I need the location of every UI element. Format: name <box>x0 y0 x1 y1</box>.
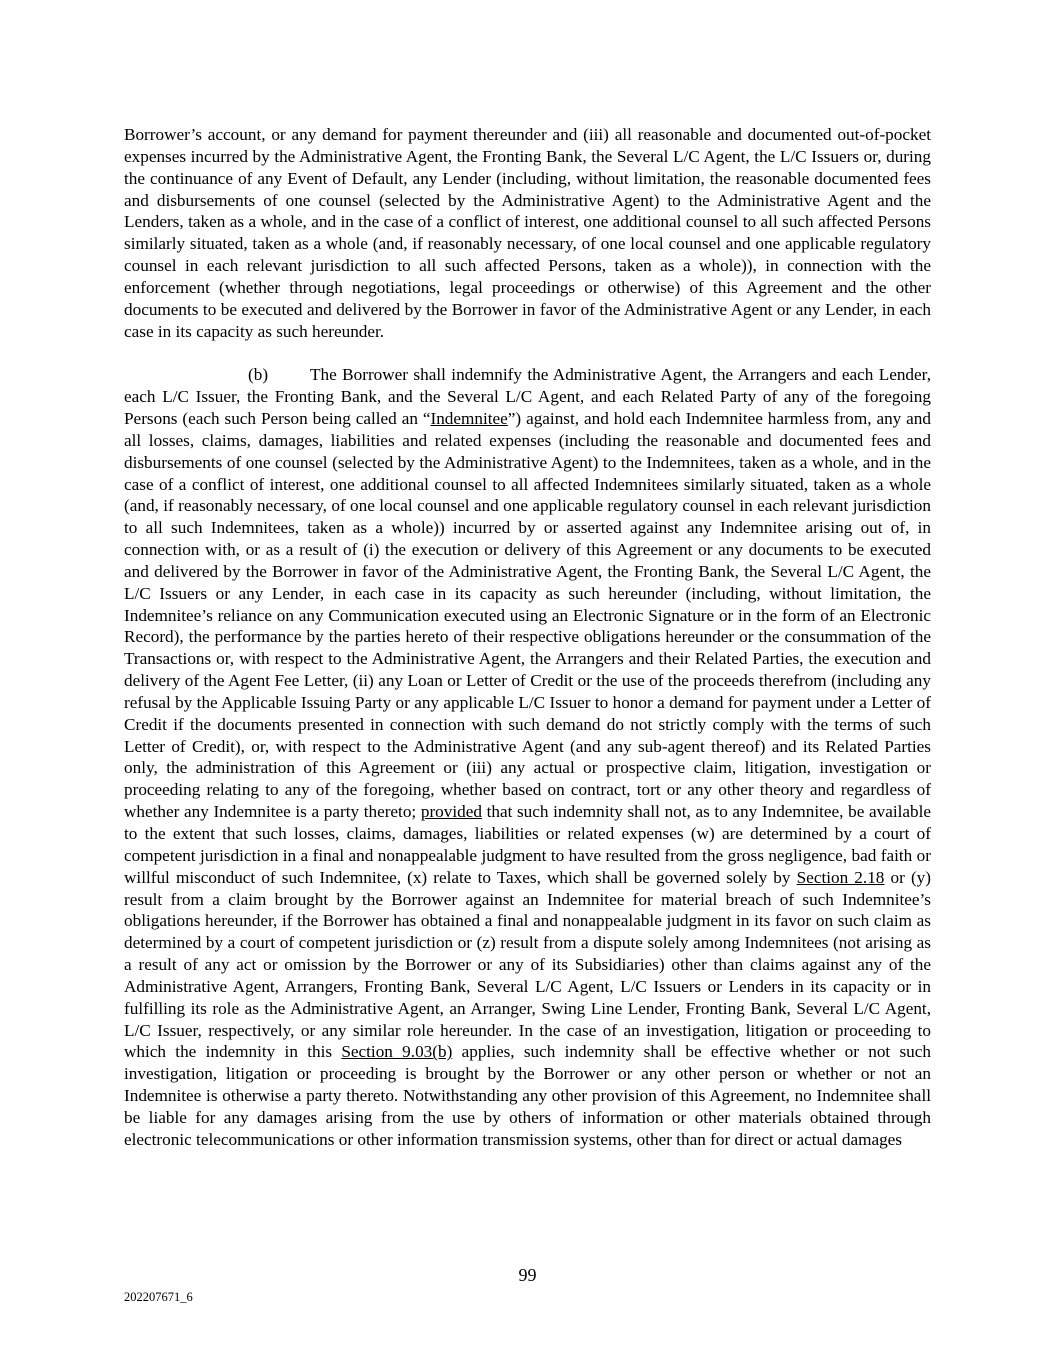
paragraph-b-text-3: that such indemnity shall not, as to any Indemnitee, be available to the extent that such losses, claims, damages, liabilities or related expenses (w) are determined by a court of competent jurisdiction in a final and nonappealable judgment to have resulted from the gross negligence, bad faith or willful misconduct of such Indemnitee, (x) relate to Taxes, which shall be governed solely by <box>124 802 931 887</box>
section-9-03b-reference: Section 9.03(b) <box>341 1042 453 1062</box>
paragraph-b-text-1: The Borrower shall indemnify the Administrative Agent, the Arrangers and each Lender, each L/C Issuer, the Fronting Bank, and the Several L/C Agent, and each Related Party of any of the foregoing Persons (each such Person being called an “ <box>124 365 931 428</box>
section-2-18-reference: Section 2.18 <box>796 867 885 887</box>
paragraph-b <box>124 364 931 1150</box>
paragraph-b-label: (b) <box>248 365 269 385</box>
term-provided: provided <box>420 802 482 822</box>
paragraph-b-text-4: or (y) result from a claim brought by the Borrower against an Indemnitee for material breach of such Indemnitee’s obligations hereunder, if the Borrower has obtained a final and nonappealable judgment in its favor on such claim as determined by a court of competent jurisdiction or (z) result from a dispute solely among Indemnitees (not arising as a result of any act or omission by the Borrower or any of its Subsidiaries) other than claims against any of the Administrative Agent, Arrangers, Fronting Bank, Several L/C Agent, L/C Issuers or Lenders in its capacity or in fulfilling its role as the Administrative Agent, an Arranger, Swing Line Lender, Fronting Bank, Several L/C Agent, L/C Issuer, respectively, or any similar role hereunder. In the case of an investigation, litigation or proceeding to which the indemnity in this <box>124 867 931 1062</box>
paragraph-a-text: Borrower’s account, or any demand for payment thereunder and (iii) all reasonable and documented out-of-pocket expenses incurred by the Administrative Agent, the Fronting Bank, the Several L/C Agent, the L/C Issuers or, during the continuance of any Event of Default, any Lender (including, without limitation, the reasonable documented fees and disbursements of one counsel (selected by the Administrative Agent) to the Administrative Agent and the Lenders, taken as a whole, and in the case of a conflict of interest, one additional counsel to all such affected Persons similarly situated, taken as a whole (and, if reasonably necessary, of one local counsel and one applicable regulatory counsel in each relevant jurisdiction to all such affected Persons, taken as a whole)), in connection with the enforcement (whether through negotiations, legal proceedings or otherwise) of this Agreement and the other documents to be executed and delivered by the Borrower in favor of the Administrative Agent or any Lender, in each case in its capacity as such hereunder. <box>124 125 931 341</box>
paragraph-a <box>124 124 931 342</box>
page-number: 99 <box>518 1265 537 1285</box>
document-body <box>124 124 931 1151</box>
paragraph-b-text-5: applies, such indemnity shall be effective whether or not such investigation, litigation or proceeding is brought by the Borrower or any other person or whether or not an Indemnitee is otherwise a party thereto. Notwithstanding any other provision of this Agreement, no Indemnitee shall be liable for any damages arising from the use by others of information or other materials obtained through electronic telecommunications or other information transmission systems, other than for direct or actual damages <box>124 1042 931 1149</box>
defined-term-indemnitee: Indemnitee <box>430 408 508 428</box>
document-id: 202207671_6 <box>124 1290 193 1304</box>
paragraph-b-text-2: ”) against, and hold each Indemnitee harmless from, any and all losses, claims, damages, liabilities and related expenses (including the reasonable and documented fees and disbursements of one counsel (selected by the Administrative Agent) to the Indemnitees, taken as a whole, and in the case of a conflict of interest, one additional counsel to all affected Indemnitees similarly situated, taken as a whole (and, if reasonably necessary, of one local counsel and one applicable regulatory counsel in each relevant jurisdiction to all such Indemnitees, taken as a whole)) incurred by or asserted against any Indemnitee arising out of, in connection with, or as a result of (i) the execution or delivery of this Agreement or any documents to be executed and delivered by the Borrower in favor of the Administrative Agent, the Fronting Bank, the Several L/C Agent, the L/C Issuers or any Lender, in each case in its capacity as such hereunder (including, without limitation, the Indemnitee’s reliance on any Communication executed using an Electronic Signature or in the form of an Electronic Record), the performance by the parties hereto of their respective obligations hereunder or the consummation of the Transactions or, with respect to the Administrative Agent, the Arrangers and their Related Parties, the execution and delivery of the Agent Fee Letter, (ii) any Loan or Letter of Credit or the use of the proceeds therefrom (including any refusal by the Applicable Issuing Party or any applicable L/C Issuer to honor a demand for payment under a Letter of Credit if the documents presented in connection with such demand do not strictly comply with the terms of such Letter of Credit), or, with respect to the Administrative Agent (and any sub-agent thereof) and its Related Parties only, the administration of this Agreement or (iii) any actual or prospective claim, litigation, investigation or proceeding relating to any of the foregoing, whether based on contract, tort or any other theory and regardless of whether any Indemnitee is a party thereto; <box>124 408 931 822</box>
